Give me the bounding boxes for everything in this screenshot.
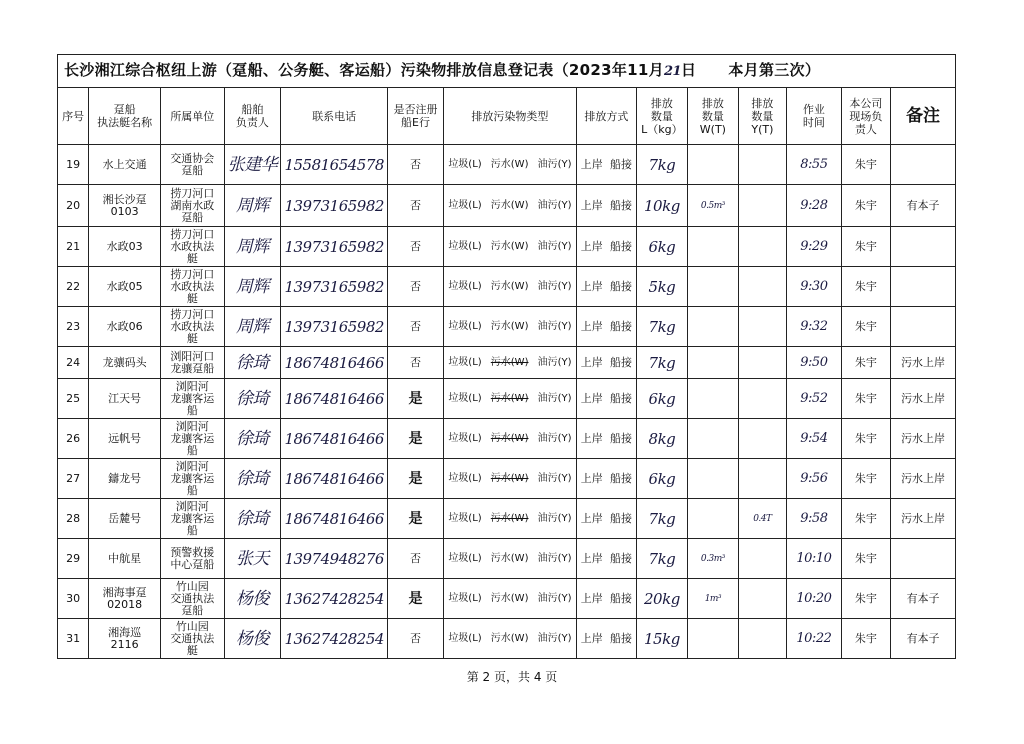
type-y: 油污(Y) xyxy=(537,392,572,404)
type-w: 污水(W) xyxy=(490,592,529,604)
title-main: 长沙湘江综合枢纽上游（趸船、公务艇、客运船）污染物排放信息登记表（2023年11月 xyxy=(64,61,664,79)
cell-seq: 24 xyxy=(58,347,89,379)
type-l: 垃圾(L) xyxy=(448,356,482,368)
cell-unit: 竹山园 交通执法 趸船 xyxy=(161,579,225,619)
type-l: 垃圾(L) xyxy=(448,592,482,604)
cell-site-lead: 朱宇 xyxy=(841,145,890,185)
cell-pollutant-types xyxy=(443,619,576,659)
table-row xyxy=(58,379,956,419)
cell-amount-y xyxy=(738,307,786,347)
cell-phone: 18674816466 xyxy=(281,499,388,539)
cell-method xyxy=(577,499,637,539)
cell-seq: 19 xyxy=(58,145,89,185)
cell-amount-w: 1m³ xyxy=(688,579,738,619)
table-row xyxy=(58,539,956,579)
cell-unit: 浏阳河 龙骧客运 船 xyxy=(161,499,225,539)
cell-site-lead: 朱宇 xyxy=(841,499,890,539)
cell-amount-w xyxy=(688,459,738,499)
cell-vessel: 水政03 xyxy=(89,227,161,267)
type-w: 污水(W) xyxy=(490,432,529,444)
form-title xyxy=(58,55,956,88)
cell-owner: 周辉 xyxy=(224,307,281,347)
type-w: 污水(W) xyxy=(490,320,529,332)
cell-owner: 徐琦 xyxy=(224,419,281,459)
type-w: 污水(W) xyxy=(490,632,529,644)
cell-seq: 28 xyxy=(58,499,89,539)
cell-phone: 13973165982 xyxy=(281,307,388,347)
cell-pollutant-types xyxy=(443,185,576,227)
cell-time: 9:32 xyxy=(787,307,842,347)
cell-time: 9:54 xyxy=(787,419,842,459)
cell-remark xyxy=(891,227,956,267)
register-table xyxy=(57,54,956,659)
cell-amount-l: 7kg xyxy=(636,539,688,579)
cell-registered: 否 xyxy=(388,347,444,379)
cell-vessel: 远帆号 xyxy=(89,419,161,459)
header-row xyxy=(58,88,956,145)
cell-owner: 周辉 xyxy=(224,267,281,307)
method-ship: 船接 xyxy=(610,198,632,212)
cell-unit: 浏阳河 龙骧客运 船 xyxy=(161,459,225,499)
cell-registered: 否 xyxy=(388,145,444,185)
cell-site-lead: 朱宇 xyxy=(841,267,890,307)
cell-vessel: 湘长沙趸 0103 xyxy=(89,185,161,227)
cell-amount-y xyxy=(738,619,786,659)
cell-pollutant-types xyxy=(443,145,576,185)
cell-amount-w: 0.3m³ xyxy=(688,539,738,579)
cell-seq: 29 xyxy=(58,539,89,579)
header-unit: 所属单位 xyxy=(161,88,225,145)
title-round: 本月第三次） xyxy=(728,61,821,79)
cell-amount-y xyxy=(738,379,786,419)
cell-amount-y xyxy=(738,419,786,459)
cell-amount-y xyxy=(738,459,786,499)
cell-unit: 预警救援 中心趸船 xyxy=(161,539,225,579)
cell-remark: 污水上岸 xyxy=(891,379,956,419)
cell-time: 9:52 xyxy=(787,379,842,419)
table-row xyxy=(58,227,956,267)
cell-phone: 15581654578 xyxy=(281,145,388,185)
cell-amount-y xyxy=(738,185,786,227)
cell-time: 9:58 xyxy=(787,499,842,539)
cell-amount-y xyxy=(738,227,786,267)
cell-phone: 13973165982 xyxy=(281,227,388,267)
type-l: 垃圾(L) xyxy=(448,240,482,252)
cell-method xyxy=(577,227,637,267)
cell-method xyxy=(577,619,637,659)
cell-amount-l: 6kg xyxy=(636,379,688,419)
cell-amount-l: 7kg xyxy=(636,307,688,347)
cell-vessel: 水政05 xyxy=(89,267,161,307)
type-y: 油污(Y) xyxy=(537,472,572,484)
cell-vessel: 岳麓号 xyxy=(89,499,161,539)
method-shore: 上岸 xyxy=(580,591,603,605)
method-ship: 船接 xyxy=(610,591,632,605)
cell-amount-w xyxy=(688,267,738,307)
method-ship: 船接 xyxy=(610,431,632,445)
cell-unit: 捞刀河口 水政执法 艇 xyxy=(161,227,225,267)
table-row xyxy=(58,347,956,379)
cell-site-lead: 朱宇 xyxy=(841,539,890,579)
cell-owner: 杨俊 xyxy=(224,579,281,619)
cell-seq: 22 xyxy=(58,267,89,307)
type-y: 油污(Y) xyxy=(537,320,572,332)
cell-remark: 污水上岸 xyxy=(891,347,956,379)
cell-pollutant-types xyxy=(443,499,576,539)
method-shore: 上岸 xyxy=(580,279,603,293)
cell-amount-y xyxy=(738,145,786,185)
cell-time: 9:29 xyxy=(787,227,842,267)
table-row xyxy=(58,307,956,347)
cell-vessel: 水上交通 xyxy=(89,145,161,185)
cell-remark xyxy=(891,539,956,579)
cell-amount-l: 20kg xyxy=(636,579,688,619)
cell-remark: 有本子 xyxy=(891,579,956,619)
cell-amount-y xyxy=(738,579,786,619)
type-w: 污水(W) xyxy=(490,552,529,564)
title-day: 21 xyxy=(663,64,682,79)
cell-seq: 20 xyxy=(58,185,89,227)
cell-pollutant-types xyxy=(443,347,576,379)
cell-seq: 30 xyxy=(58,579,89,619)
method-ship: 船接 xyxy=(610,239,632,253)
cell-site-lead: 朱宇 xyxy=(841,227,890,267)
cell-amount-y: 0.4T xyxy=(738,499,786,539)
method-ship: 船接 xyxy=(610,355,632,369)
cell-amount-y xyxy=(738,267,786,307)
header-amount-w: 排放 数量 W(T) xyxy=(688,88,738,145)
cell-time: 9:28 xyxy=(787,185,842,227)
type-y: 油污(Y) xyxy=(537,432,572,444)
cell-owner: 徐琦 xyxy=(224,347,281,379)
cell-pollutant-types xyxy=(443,267,576,307)
cell-phone: 13627428254 xyxy=(281,619,388,659)
method-shore: 上岸 xyxy=(580,391,603,405)
cell-pollutant-types xyxy=(443,539,576,579)
cell-method xyxy=(577,459,637,499)
table-row xyxy=(58,145,956,185)
cell-phone: 13974948276 xyxy=(281,539,388,579)
header-method: 排放方式 xyxy=(577,88,637,145)
cell-amount-y xyxy=(738,539,786,579)
type-l: 垃圾(L) xyxy=(448,280,482,292)
title-day-suffix: 日 xyxy=(681,61,697,79)
type-l: 垃圾(L) xyxy=(448,432,482,444)
cell-phone: 13973165982 xyxy=(281,185,388,227)
type-y: 油污(Y) xyxy=(537,632,572,644)
header-owner: 船舶 负责人 xyxy=(224,88,281,145)
cell-registered: 是 xyxy=(388,499,444,539)
cell-unit: 浏阳河 龙骧客运 船 xyxy=(161,419,225,459)
cell-amount-l: 7kg xyxy=(636,145,688,185)
cell-amount-l: 7kg xyxy=(636,347,688,379)
cell-amount-l: 6kg xyxy=(636,227,688,267)
cell-method xyxy=(577,307,637,347)
cell-pollutant-types xyxy=(443,459,576,499)
cell-site-lead: 朱宇 xyxy=(841,185,890,227)
cell-registered: 否 xyxy=(388,267,444,307)
cell-amount-l: 15kg xyxy=(636,619,688,659)
method-ship: 船接 xyxy=(610,391,632,405)
cell-registered: 否 xyxy=(388,307,444,347)
type-l: 垃圾(L) xyxy=(448,320,482,332)
type-y: 油污(Y) xyxy=(537,592,572,604)
table-row xyxy=(58,459,956,499)
cell-pollutant-types xyxy=(443,419,576,459)
table-row xyxy=(58,419,956,459)
method-ship: 船接 xyxy=(610,631,632,645)
cell-phone: 18674816466 xyxy=(281,347,388,379)
cell-vessel: 鑄龙号 xyxy=(89,459,161,499)
type-l: 垃圾(L) xyxy=(448,392,482,404)
cell-registered: 是 xyxy=(388,579,444,619)
cell-amount-w xyxy=(688,347,738,379)
cell-vessel: 中航星 xyxy=(89,539,161,579)
cell-unit: 捞刀河口 水政执法 艇 xyxy=(161,307,225,347)
cell-amount-l: 6kg xyxy=(636,459,688,499)
header-amount-l: 排放 数量 L（kg） xyxy=(636,88,688,145)
cell-site-lead: 朱宇 xyxy=(841,459,890,499)
cell-amount-w xyxy=(688,307,738,347)
cell-remark: 污水上岸 xyxy=(891,459,956,499)
cell-phone: 13973165982 xyxy=(281,267,388,307)
method-ship: 船接 xyxy=(610,511,632,525)
cell-seq: 26 xyxy=(58,419,89,459)
cell-method xyxy=(577,145,637,185)
method-shore: 上岸 xyxy=(580,319,603,333)
type-w: 污水(W) xyxy=(490,280,529,292)
type-y: 油污(Y) xyxy=(537,552,572,564)
cell-seq: 21 xyxy=(58,227,89,267)
header-remarks: 备注 xyxy=(891,88,956,145)
cell-registered: 是 xyxy=(388,379,444,419)
type-w: 污水(W) xyxy=(490,392,529,404)
cell-unit: 交通协会 趸船 xyxy=(161,145,225,185)
cell-amount-l: 10kg xyxy=(636,185,688,227)
cell-phone: 13627428254 xyxy=(281,579,388,619)
cell-unit: 捞刀河口 湖南水政 趸船 xyxy=(161,185,225,227)
cell-pollutant-types xyxy=(443,579,576,619)
type-w: 污水(W) xyxy=(490,199,529,211)
method-shore: 上岸 xyxy=(580,198,603,212)
type-l: 垃圾(L) xyxy=(448,472,482,484)
cell-time: 9:50 xyxy=(787,347,842,379)
method-shore: 上岸 xyxy=(580,471,603,485)
cell-method xyxy=(577,539,637,579)
cell-amount-w xyxy=(688,499,738,539)
method-shore: 上岸 xyxy=(580,551,603,565)
cell-registered: 是 xyxy=(388,459,444,499)
cell-registered: 否 xyxy=(388,185,444,227)
cell-phone: 18674816466 xyxy=(281,419,388,459)
method-shore: 上岸 xyxy=(580,511,603,525)
cell-time: 8:55 xyxy=(787,145,842,185)
type-w: 污水(W) xyxy=(490,240,529,252)
cell-seq: 31 xyxy=(58,619,89,659)
header-phone: 联系电话 xyxy=(281,88,388,145)
type-y: 油污(Y) xyxy=(537,158,572,170)
cell-pollutant-types xyxy=(443,307,576,347)
header-vessel: 趸船 执法艇名称 xyxy=(89,88,161,145)
cell-owner: 周辉 xyxy=(224,185,281,227)
cell-registered: 否 xyxy=(388,227,444,267)
header-site-lead: 本公司 现场负 责人 xyxy=(841,88,890,145)
cell-amount-l: 7kg xyxy=(636,499,688,539)
cell-amount-l: 8kg xyxy=(636,419,688,459)
cell-owner: 张建华 xyxy=(224,145,281,185)
table-row xyxy=(58,619,956,659)
cell-site-lead: 朱宇 xyxy=(841,579,890,619)
cell-vessel: 湘海巡 2116 xyxy=(89,619,161,659)
cell-remark: 污水上岸 xyxy=(891,499,956,539)
page-footer: 第 2 页，共 4 页 xyxy=(466,670,558,684)
header-seq: 序号 xyxy=(58,88,89,145)
register-sheet xyxy=(57,54,956,659)
cell-vessel: 龙骧码头 xyxy=(89,347,161,379)
header-registered: 是否注册 船E行 xyxy=(388,88,444,145)
cell-method xyxy=(577,379,637,419)
cell-remark xyxy=(891,267,956,307)
method-ship: 船接 xyxy=(610,157,632,171)
method-shore: 上岸 xyxy=(580,157,603,171)
type-w: 污水(W) xyxy=(490,158,529,170)
cell-owner: 徐琦 xyxy=(224,499,281,539)
type-w: 污水(W) xyxy=(490,472,529,484)
method-shore: 上岸 xyxy=(580,239,603,253)
cell-time: 10:22 xyxy=(787,619,842,659)
cell-method xyxy=(577,347,637,379)
cell-owner: 张天 xyxy=(224,539,281,579)
cell-method xyxy=(577,267,637,307)
cell-registered: 否 xyxy=(388,539,444,579)
cell-vessel: 湘海事趸 02018 xyxy=(89,579,161,619)
cell-pollutant-types xyxy=(443,379,576,419)
type-l: 垃圾(L) xyxy=(448,552,482,564)
cell-pollutant-types xyxy=(443,227,576,267)
method-ship: 船接 xyxy=(610,471,632,485)
cell-amount-w xyxy=(688,619,738,659)
cell-owner: 杨俊 xyxy=(224,619,281,659)
cell-method xyxy=(577,419,637,459)
cell-site-lead: 朱宇 xyxy=(841,419,890,459)
type-w: 污水(W) xyxy=(490,512,529,524)
cell-remark: 有本子 xyxy=(891,619,956,659)
cell-time: 9:56 xyxy=(787,459,842,499)
cell-vessel: 江天号 xyxy=(89,379,161,419)
cell-amount-w xyxy=(688,419,738,459)
cell-seq: 25 xyxy=(58,379,89,419)
method-shore: 上岸 xyxy=(580,431,603,445)
type-w: 污水(W) xyxy=(490,356,529,368)
header-pollutant-types: 排放污染物类型 xyxy=(443,88,576,145)
table-row xyxy=(58,267,956,307)
type-y: 油污(Y) xyxy=(537,356,572,368)
header-amount-y: 排放 数量 Y(T) xyxy=(738,88,786,145)
cell-unit: 捞刀河口 水政执法 艇 xyxy=(161,267,225,307)
cell-seq: 27 xyxy=(58,459,89,499)
cell-owner: 徐琦 xyxy=(224,459,281,499)
cell-amount-w xyxy=(688,379,738,419)
table-row xyxy=(58,499,956,539)
table-row xyxy=(58,185,956,227)
header-time: 作业 时间 xyxy=(787,88,842,145)
cell-method xyxy=(577,579,637,619)
cell-site-lead: 朱宇 xyxy=(841,379,890,419)
cell-remark xyxy=(891,307,956,347)
cell-vessel: 水政06 xyxy=(89,307,161,347)
cell-time: 10:20 xyxy=(787,579,842,619)
cell-site-lead: 朱宇 xyxy=(841,619,890,659)
cell-time: 10:10 xyxy=(787,539,842,579)
cell-time: 9:30 xyxy=(787,267,842,307)
type-l: 垃圾(L) xyxy=(448,158,482,170)
method-ship: 船接 xyxy=(610,551,632,565)
type-l: 垃圾(L) xyxy=(448,199,482,211)
cell-owner: 徐琦 xyxy=(224,379,281,419)
cell-registered: 是 xyxy=(388,419,444,459)
cell-remark xyxy=(891,145,956,185)
method-ship: 船接 xyxy=(610,319,632,333)
cell-amount-y xyxy=(738,347,786,379)
cell-site-lead: 朱宇 xyxy=(841,307,890,347)
register-rows xyxy=(58,145,956,659)
cell-amount-l: 5kg xyxy=(636,267,688,307)
cell-unit: 浏阳河口 龙骧趸船 xyxy=(161,347,225,379)
method-ship: 船接 xyxy=(610,279,632,293)
method-shore: 上岸 xyxy=(580,631,603,645)
type-l: 垃圾(L) xyxy=(448,512,482,524)
cell-unit: 浏阳河 龙骧客运 船 xyxy=(161,379,225,419)
cell-phone: 18674816466 xyxy=(281,459,388,499)
cell-owner: 周辉 xyxy=(224,227,281,267)
cell-remark: 有本子 xyxy=(891,185,956,227)
cell-registered: 否 xyxy=(388,619,444,659)
cell-phone: 18674816466 xyxy=(281,379,388,419)
cell-amount-w xyxy=(688,145,738,185)
type-l: 垃圾(L) xyxy=(448,632,482,644)
cell-method xyxy=(577,185,637,227)
cell-amount-w: 0.5m³ xyxy=(688,185,738,227)
type-y: 油污(Y) xyxy=(537,280,572,292)
table-row xyxy=(58,579,956,619)
type-y: 油污(Y) xyxy=(537,240,572,252)
type-y: 油污(Y) xyxy=(537,199,572,211)
type-y: 油污(Y) xyxy=(537,512,572,524)
cell-seq: 23 xyxy=(58,307,89,347)
cell-unit: 竹山园 交通执法 艇 xyxy=(161,619,225,659)
cell-amount-w xyxy=(688,227,738,267)
cell-site-lead: 朱宇 xyxy=(841,347,890,379)
cell-remark: 污水上岸 xyxy=(891,419,956,459)
method-shore: 上岸 xyxy=(580,355,603,369)
